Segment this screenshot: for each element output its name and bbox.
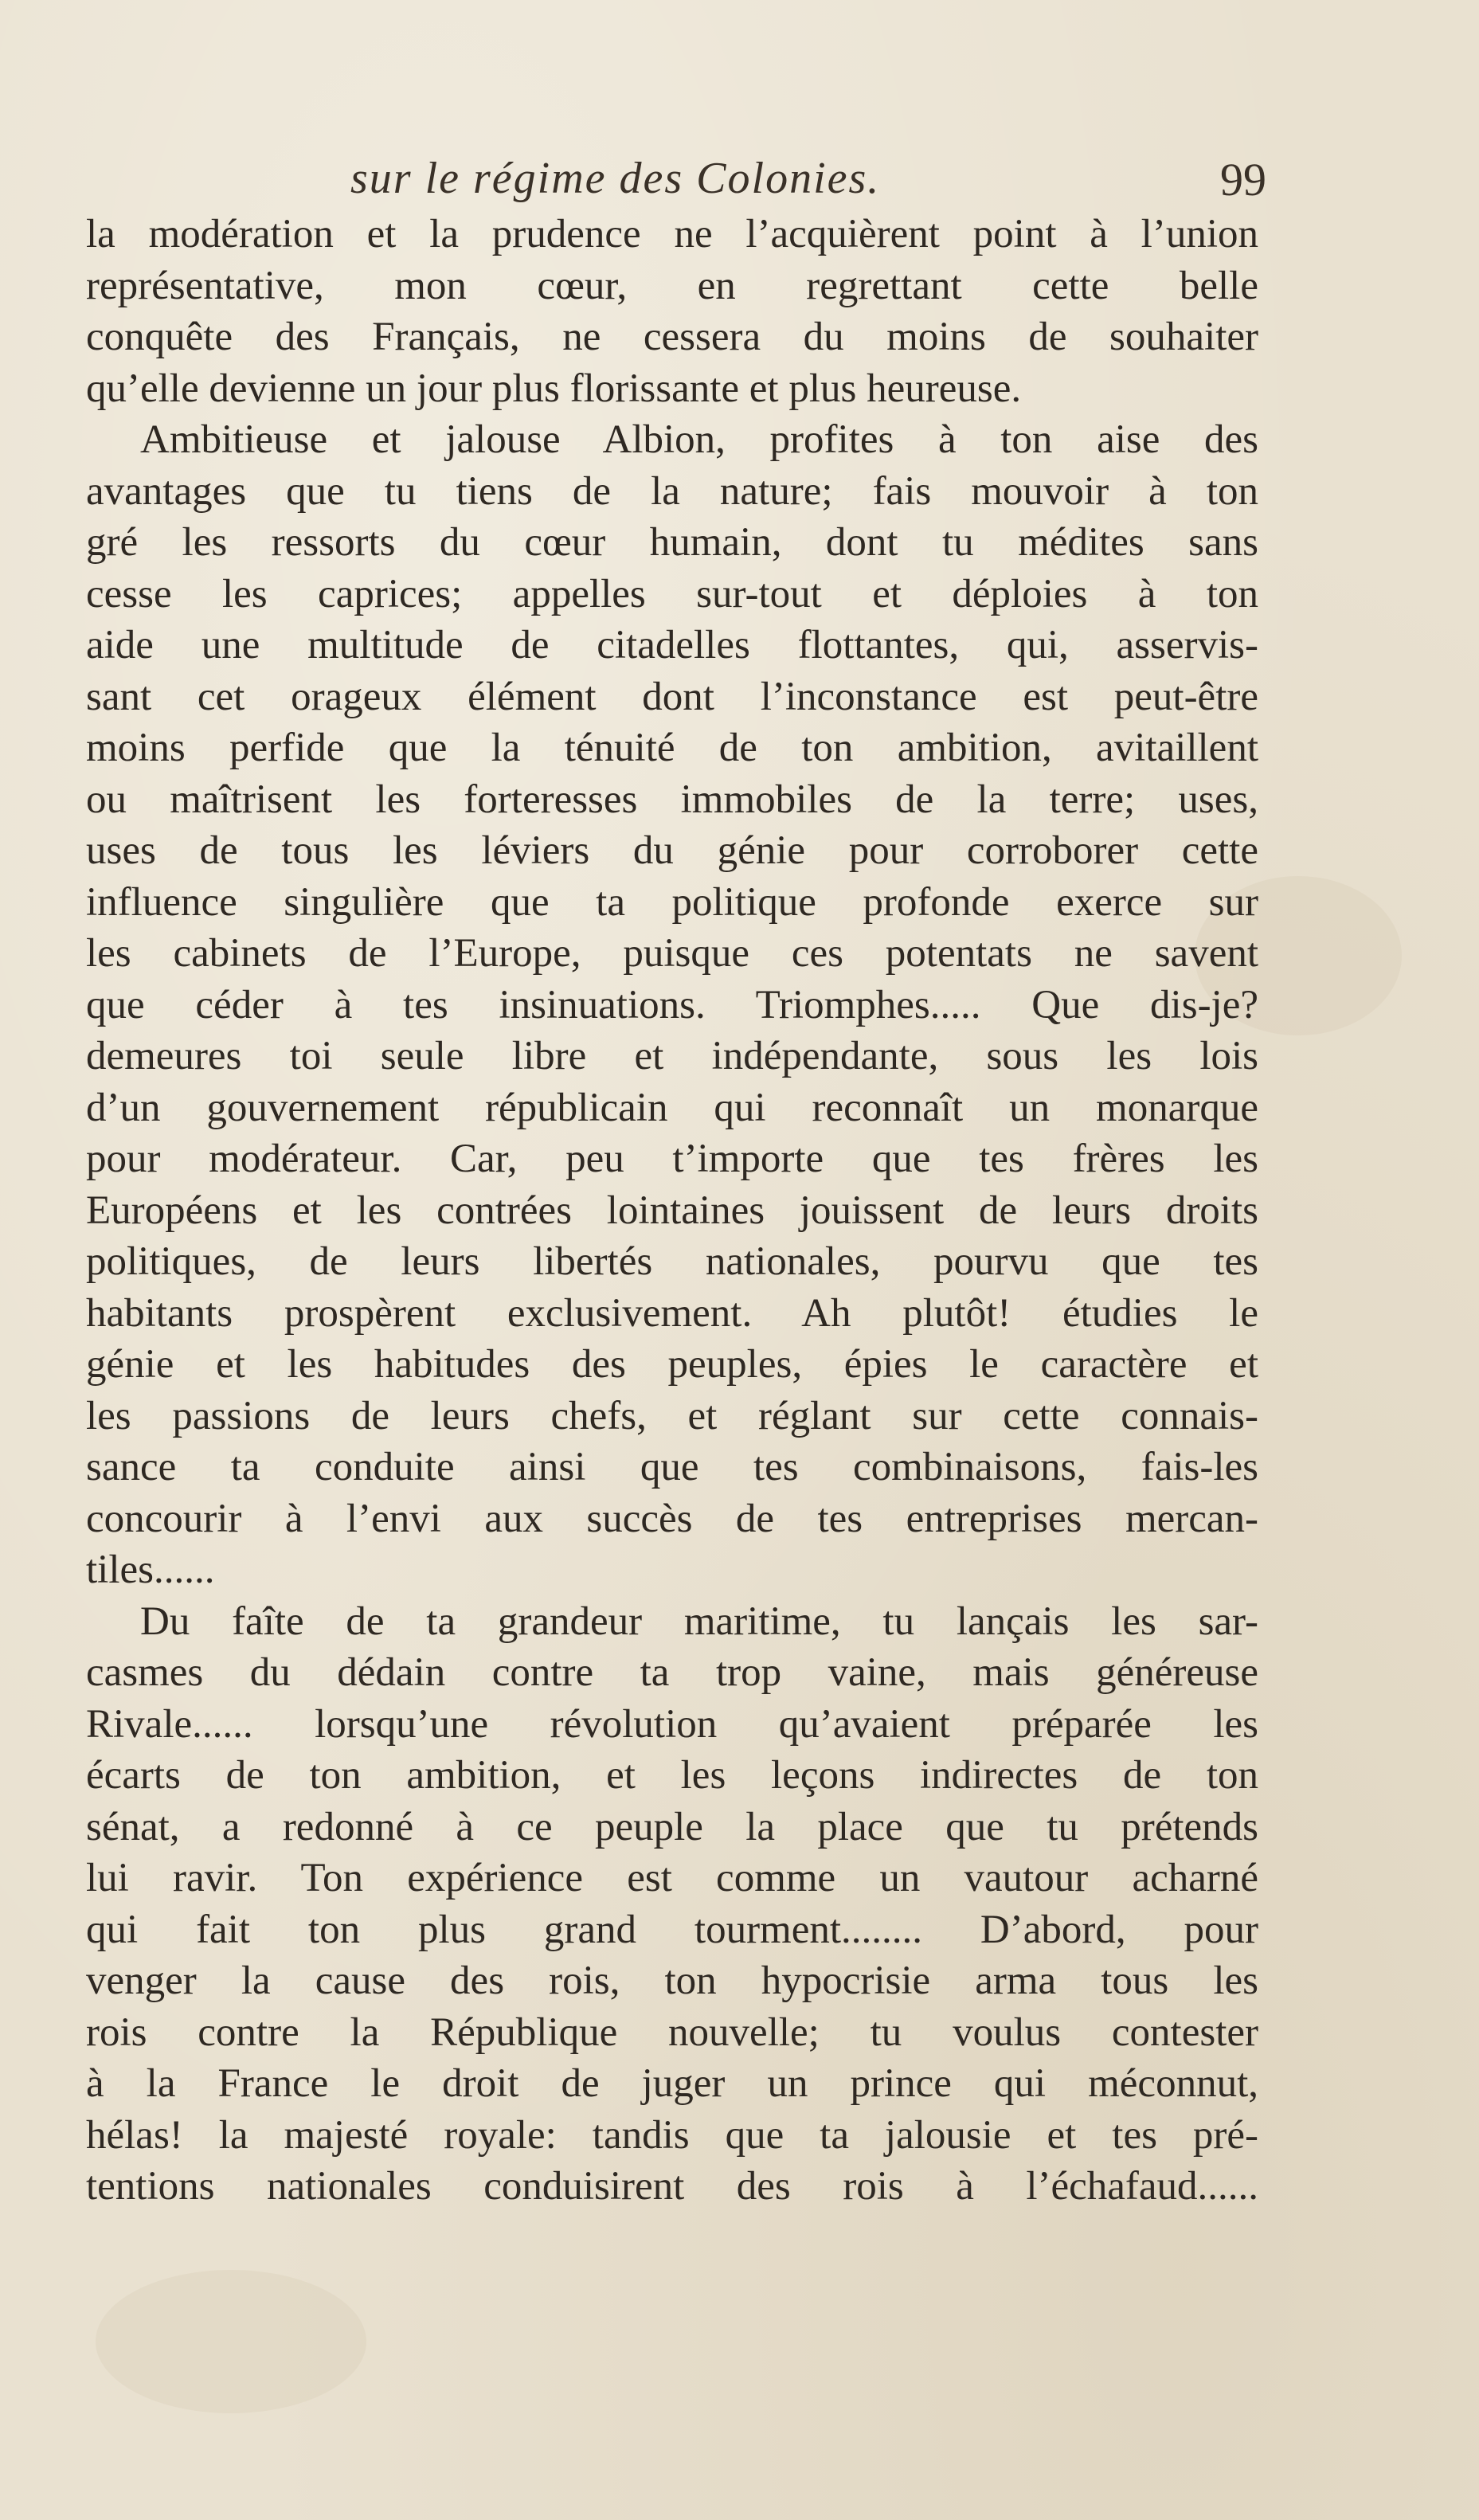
text-line: influence singulière que ta politique profonde exerce sur bbox=[86, 879, 1258, 925]
text-line: demeures toi seule libre et indépendante, sous les lois bbox=[86, 1034, 1258, 1078]
text-line: venger la cause des rois, ton hypocrisie arma tous les bbox=[86, 1958, 1258, 2003]
page-header bbox=[350, 153, 1266, 209]
text-line: la modération et la prudence ne l’acquièrent point à l’union bbox=[86, 212, 1258, 256]
text-line: à la France le droit de juger un prince qui méconnut, bbox=[86, 2061, 1258, 2106]
text-line: Du faîte de ta grandeur maritime, tu lançais les sar- bbox=[140, 1598, 1258, 1644]
text-line: sant cet orageux élément dont l’inconstance est peut-être bbox=[86, 674, 1258, 719]
text-line: Ambitieuse et jalouse Albion, profites à ton aise des bbox=[140, 417, 1258, 462]
text-line: d’un gouvernement républicain qui reconnaît un monarque bbox=[86, 1085, 1258, 1130]
text-line: conquête des Français, ne cessera du moins de souhaiter bbox=[86, 315, 1258, 359]
text-line: les cabinets de l’Europe, puisque ces potentats ne savent bbox=[86, 931, 1258, 976]
text-line: sénat, a redonné à ce peuple la place que tu prétends bbox=[86, 1804, 1258, 1849]
text-line: représentative, mon cœur, en regrettant cette belle bbox=[86, 263, 1258, 308]
text-line: casmes du dédain contre ta trop vaine, mais généreuse bbox=[86, 1650, 1258, 1695]
text-line: rois contre la République nouvelle; tu voulus contester bbox=[86, 2009, 1258, 2055]
text-line: les passions de leurs chefs, et réglant sur cette connais- bbox=[86, 1393, 1258, 1438]
text-line: tiles...... bbox=[86, 1548, 215, 1592]
page-number: 99 bbox=[1220, 154, 1266, 205]
text-line: aide une multitude de citadelles flottantes, qui, asservis- bbox=[86, 623, 1258, 667]
text-line: qui fait ton plus grand tourment........ D’abord, pour bbox=[86, 1907, 1258, 1952]
body-text bbox=[86, 209, 1258, 2213]
text-line: tentions nationales conduisirent des rois à l’échafaud...... bbox=[86, 2164, 1258, 2209]
text-line: ou maîtrisent les forteresses immobiles de la terre; uses, bbox=[86, 777, 1258, 822]
text-line: Européens et les contrées lointaines jouissent de leurs droits bbox=[86, 1188, 1258, 1233]
text-line: qu’elle devienne un jour plus florissante et plus heureuse. bbox=[86, 366, 1022, 411]
text-line: sance ta conduite ainsi que tes combinaisons, fais-les bbox=[86, 1445, 1258, 1489]
text-line: politiques, de leurs libertés nationales, pourvu que tes bbox=[86, 1239, 1258, 1284]
running-title: sur le régime des Colonies. bbox=[350, 154, 881, 203]
text-line: lui ravir. Ton expérience est comme un vautour acharné bbox=[86, 1856, 1258, 1900]
text-line: génie et les habitudes des peuples, épies le caractère et bbox=[86, 1342, 1258, 1387]
text-line: pour modérateur. Car, peu t’importe que tes frères les bbox=[86, 1137, 1258, 1181]
paper-stain bbox=[96, 2270, 366, 2413]
text-line: Rivale...... lorsqu’une révolution qu’avaient préparée les bbox=[86, 1701, 1258, 1747]
text-line: écarts de ton ambition, et les leçons indirectes de ton bbox=[86, 1753, 1258, 1798]
text-line: moins perfide que la ténuité de ton ambition, avitaillent bbox=[86, 726, 1258, 770]
text-line: concourir à l’envi aux succès de tes entreprises mercan- bbox=[86, 1496, 1258, 1541]
text-line: que céder à tes insinuations. Triomphes..... Que dis-je? bbox=[86, 982, 1258, 1027]
text-line: uses de tous les léviers du génie pour corroborer cette bbox=[86, 828, 1258, 873]
text-line: avantages que tu tiens de la nature; fais mouvoir à ton bbox=[86, 468, 1258, 514]
text-line: hélas! la majesté royale: tandis que ta jalousie et tes pré- bbox=[86, 2112, 1258, 2158]
text-line: cesse les caprices; appelles sur-tout et déploies à ton bbox=[86, 571, 1258, 616]
text-line: gré les ressorts du cœur humain, dont tu médites sans bbox=[86, 520, 1258, 565]
text-line: habitants prospèrent exclusivement. Ah plutôt! étudies le bbox=[86, 1290, 1258, 1336]
